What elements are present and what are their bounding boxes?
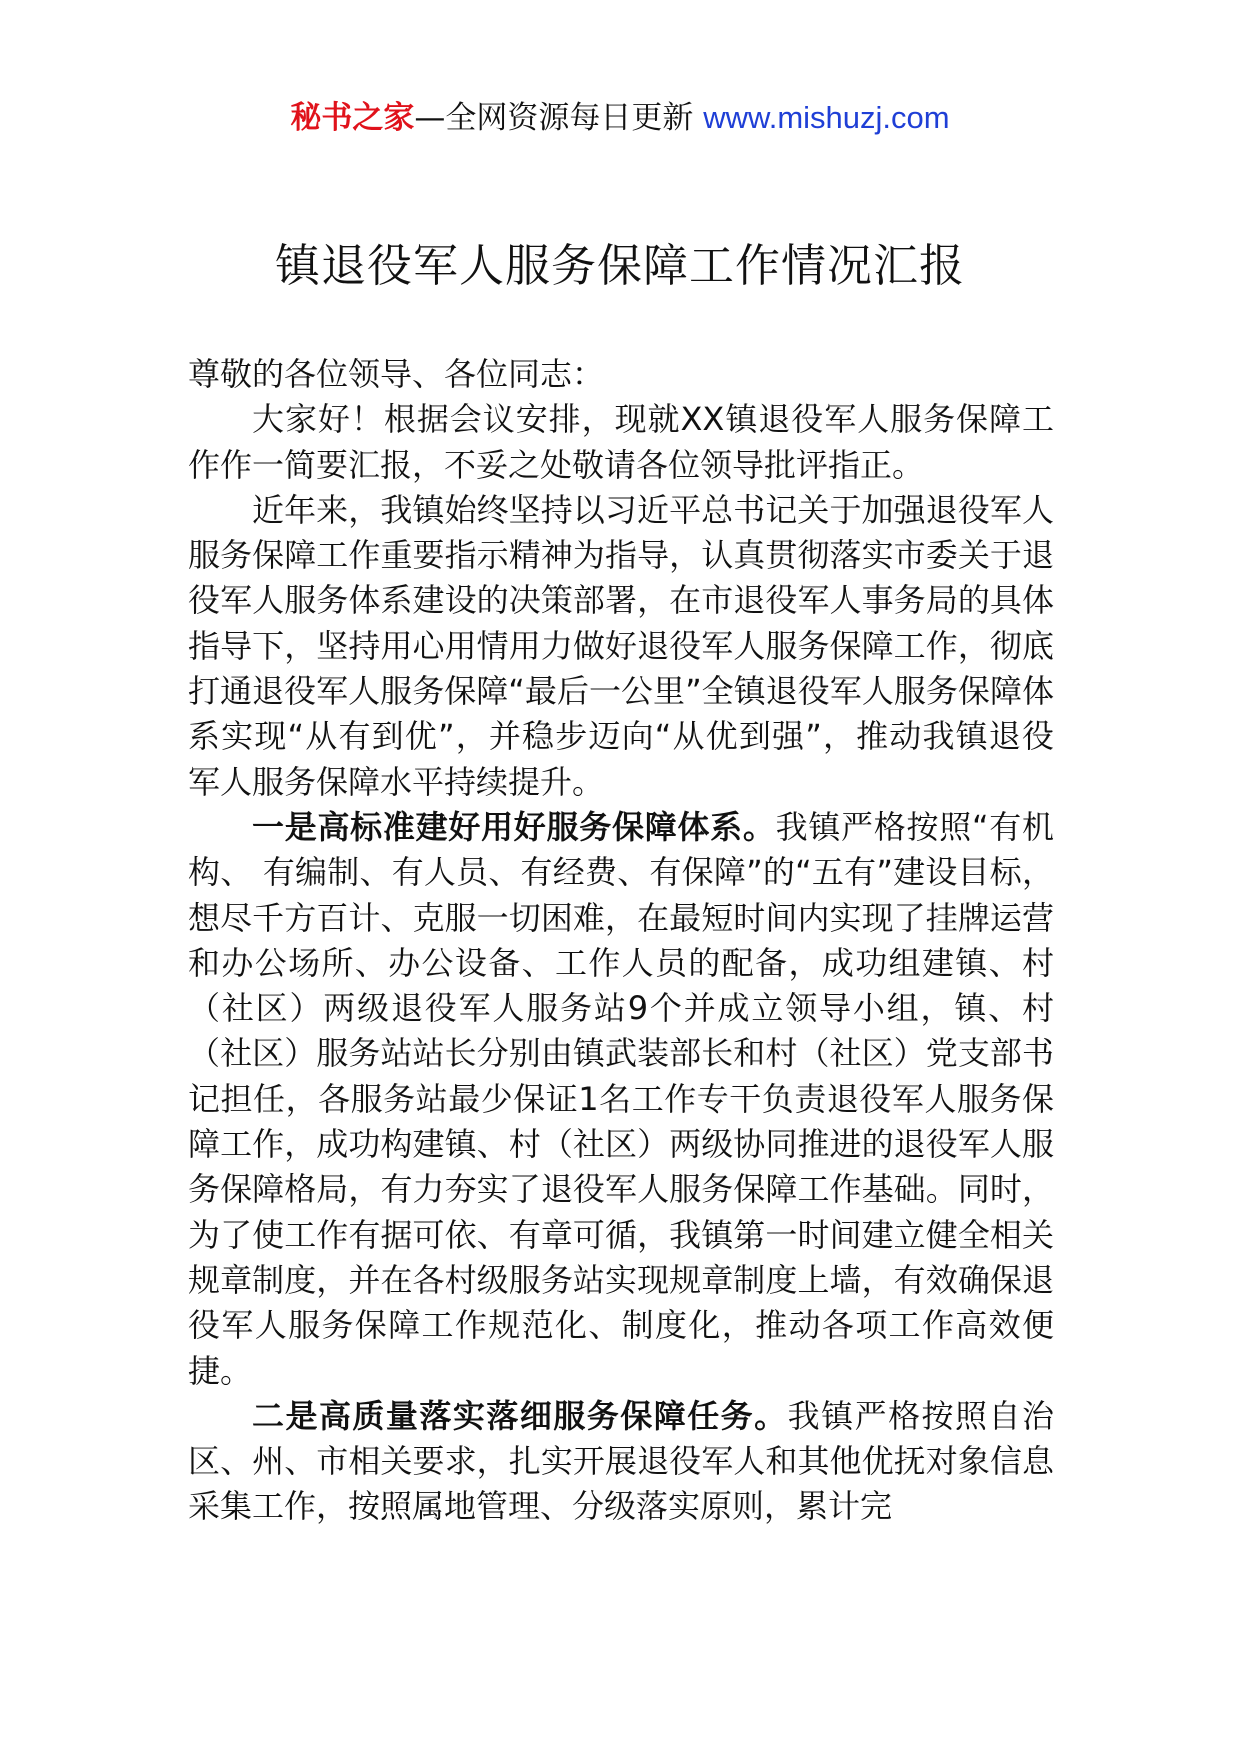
paragraph-intro	[188, 397, 1054, 488]
paragraph-text: 大家好！根据会议安排，现就XX镇退役军人服务保障工作作一简要汇报，不妥之处敬请各位领导批评指正。	[188, 400, 1054, 484]
document-body	[188, 352, 1054, 1530]
paragraph-text: 我镇严格按照自治区、州、市相关要求，扎实开展退役军人和其他优抚对象信息采集工作，按照属地管理、分级落实原则，累计完	[188, 1396, 1054, 1526]
site-tagline: —全网资源每日更新	[414, 100, 704, 136]
site-brand: 秘书之家	[290, 100, 415, 136]
paragraph-lead: 一是高标准建好用好服务保障体系。	[252, 807, 776, 846]
site-banner	[0, 98, 1240, 138]
salutation: 尊敬的各位领导、各位同志：	[188, 355, 605, 393]
paragraph-text: 近年来，我镇始终坚持以习近平总书记关于加强退役军人服务保障工作重要指示精神为指导，认真贯彻落实市委关于退役军人服务体系建设的决策部署，在市退役军人事务局的具体指导下，坚持用心用情用力做好退役军人服务保障工作，彻底打通退役军人服务保障“最后一公里”全镇退役军人服务保障体系实现“从有到优”，并稳步迈向“从优到强”，推动我镇退役军人服务保障水平持续提升。	[188, 490, 1054, 801]
site-url-link[interactable]: www.mishuzj.com	[703, 100, 950, 135]
paragraph-text: 我镇严格按照“有机构、 有编制、有人员、有经费、有保障”的“五有”建设目标，想尽千方百计、克服一切困难，在最短时间内实现了挂牌运营和办公场所、办公设备、工作人员的配备，成功组建镇、村（社区）两级退役军人服务站9个并成立领导小组，镇、村（社区）服务站站长分别由镇武装部长和村（社区）党支部书记担任，各服务站最少保证1名工作专干负责退役军人服务保障工作，成功构建镇、村（社区）两级协同推进的退役军人服务保障格局，有力夯实了退役军人服务保障工作基础。同时，为了使工作有据可依、有章可循，我镇第一时间建立健全相关规章制度，并在各村级服务站实现规章制度上墙，有效确保退役军人服务保障工作规范化、制度化，推动各项工作高效便捷。	[188, 807, 1054, 1390]
paragraph-lead: 二是高质量落实落细服务保障任务。	[252, 1396, 788, 1435]
paragraph-overview	[188, 488, 1054, 805]
document-title: 镇退役军人服务保障工作情况汇报	[274, 239, 965, 292]
paragraph-tasks	[188, 1394, 1054, 1530]
paragraph-system	[188, 805, 1054, 1394]
